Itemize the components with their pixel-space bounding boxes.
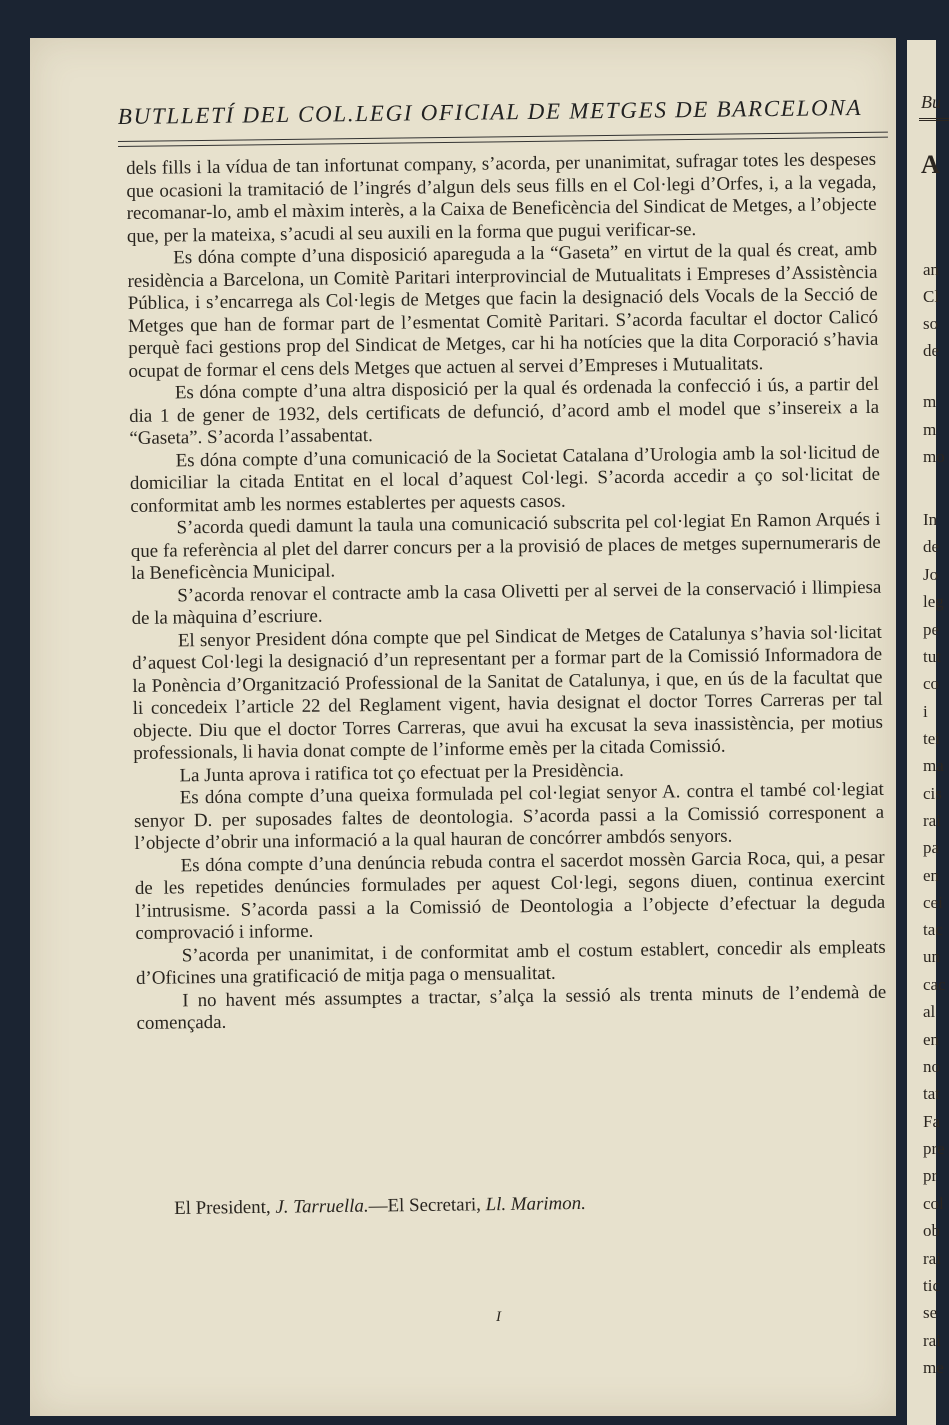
adjacent-text-fragment: en [923,1030,940,1049]
paragraph: La Junta aprova i ratifica tot ço efectuat per la Presidència. [179,759,624,786]
adjacent-header-fragment: Bu [921,92,941,112]
adjacent-text-fragment: cei [923,893,943,912]
paragraph: Es dóna compte d’una comunicació de la Societat Catalana d’Urologia amb la sol·licitud de domiciliar la citada Entitat en el local d’aquest Col·legi. S’acorda accedir a ço sol·licitat de conformitat amb les normes establertes per aquests casos. [129,441,881,517]
adjacent-text-fragment: rai [923,1249,941,1268]
paragraph: dels fills i la vídua de tan infortunat company, s’acorda, per unanimitat, sufragar totes les despeses que ocasioni la tramitació de l’ingrés d’algun dels seus fills en el Col·legi d’Orfes, i, a la vegada, recomanar-lo, amb el màxim interès, a la Caixa de Beneficència del Sindicat de Metges, a l’objecte que, per la mateixa, s’acudi al seu auxili en la forma que pugui verificar-se. [126,148,877,247]
adjacent-text-fragment: ob [923,1221,940,1240]
adjacent-text-fragment: Cl [923,287,940,306]
paragraph: S’acorda renovar el contracte amb la casa Olivetti per al servei de la conservació i llimpiesa de la màquina d’escriure. [131,576,882,629]
adjacent-text-fragment: en [923,866,940,885]
secretary-name: Ll. Marimon. [485,1192,586,1216]
page-number: I [496,1309,501,1325]
paragraph: Es dóna compte d’una altra disposició per la qual és ordenada la confecció i ús, a partir del dia 1 de gener de 1932, dels certificats de defunció, d’acord amb el model que s’insereix a la “Gaseta”. S’acorda l’assabentat. [129,373,880,449]
adjacent-text-fragment: i [923,702,928,721]
adjacent-text-fragment: cis [923,784,942,803]
paragraph: El senyor President dóna compte que pel Sindicat de Metges de Catalunya s’havia sol·licitat d’aquest Col·legi la designació d’un representant per a formar part de la Comissió Informadora de la Ponència d’Organització Professional de la Sanitat de Catalunya, i que, en ús de la facultat que li concedeix l’article 22 del Reglament vigent, havia designat el doctor Torres Carreras per tal objecte. Diu que el doctor Torres Carreras, que avui ha excusat la seva inassistència, per motius professionals, li havia donat compte de l’informe emès per la citada Comissió. [132,621,884,764]
adjacent-text-fragment: de [923,537,940,556]
adjacent-page-edge [907,40,946,1425]
adjacent-text-fragment: pe [923,620,940,639]
body-text [126,149,887,1036]
adjacent-text-fragment: cac [923,975,946,994]
adjacent-text-fragment: tei [923,729,940,748]
adjacent-text-fragment: m [923,420,937,439]
signature-line [174,1193,586,1220]
adjacent-initial: A [921,150,940,179]
journal-header-title: BUTLLETÍ DEL COL.LEGI OFICIAL DE METGES DE BARCELONA [117,94,863,130]
adjacent-text-fragment: so [923,314,939,333]
adjacent-text-fragment: col [923,1194,944,1213]
adjacent-header-rule [919,118,949,121]
president-name: J. Tarruella. [275,1195,369,1218]
secretary-label: El Secretari, [387,1194,482,1217]
adjacent-text-fragment: pa [923,838,940,857]
adjacent-text-fragment: tut [923,647,941,666]
adjacent-text-fragment: tat [923,1084,940,1103]
document-page [30,38,896,1416]
paragraph: Es dóna compte d’una denúncia rebuda contra el sacerdot mossèn Garcia Roca, qui, a pesar de les repetides denúncies formulades per aquest Col·legi, segons diuen, continua exercint l’intrusisme. S’acorda passi a la Comissió de Deontologia a l’objecte d’efectuar la deguda comprovació i informe. [134,846,886,944]
signature-dash: — [368,1195,388,1217]
adjacent-text-fragment: ma [923,756,944,775]
adjacent-text-fragment: rai [923,1331,941,1350]
adjacent-text-fragment: se [923,1303,938,1322]
adjacent-text-fragment: Fa [923,1112,940,1131]
adjacent-text-fragment: pr [923,1166,938,1185]
adjacent-text-fragment: In [923,510,938,529]
adjacent-text-fragment: de [923,341,940,360]
adjacent-text-fragment: me [923,1358,944,1377]
adjacent-text-fragment: mo [923,447,945,466]
adjacent-text-fragment: co [923,674,940,693]
paragraph: S’acorda quedi damunt la taula una comunicació subscrita pel col·legiat En Ramon Arqués i que fa referència al plet del darrer concurs per a la provisió de places de metges supernumeraris de la Beneficència Municipal. [130,508,881,584]
adjacent-text-fragment: tic [923,1276,940,1295]
adjacent-text-fragment: no [923,1057,940,1076]
adjacent-text-fragment: al [923,1002,936,1021]
header-double-rule [118,132,888,147]
adjacent-text-fragment: leg [923,592,944,611]
adjacent-text-fragment: un [923,947,940,966]
adjacent-text-fragment: pre [923,1139,945,1158]
adjacent-text-fragment: m [923,392,937,411]
paragraph: S’acorda per unanimitat, i de conformitat amb el costum establert, concedir als empleats d’Oficines una gratificació de mitja paga o mensualitat. [135,936,886,989]
adjacent-text-fragment: Jo [923,565,939,584]
adjacent-text-fragment: rai [923,811,941,830]
paragraph: Es dóna compte d’una disposició apareguda a la “Gaseta” en virtut de la qual és creat, amb residència a Barcelona, un Comitè Paritari interprovincial de Mutualitats i Empreses d’Assistència Pública, i s’encarrega als Col·legis de Metges que facin la designació dels Vocals de la Secció de Metges que han de formar part de l’esmentat Comitè Paritari. S’acorda facultar el doctor Calicó perquè faci gestions prop del Sindicat de Metges, car hi ha notícies que la dita Corporació s’havia ocupat de formar el cens dels Metges que actuen al servei d’Empreses i Mutualitats. [127,238,879,382]
adjacent-text-fragment: an [923,260,940,279]
paragraph: Es dóna compte d’una queixa formulada pel col·legiat senyor A. contra el també col·legiat senyor D. per suposades faltes de deontologia. S’acorda passi a la Comissió corresponent a l’objecte d’obrir una informació a la qual hauran de concórrer ambdós senyors. [133,778,885,854]
adjacent-text-fragment: tac [923,920,943,939]
paragraph: I no havent més assumptes a tractar, s’alça la sessió als trenta minuts de l’endemà de començada. [136,981,887,1034]
president-label: El President, [174,1196,271,1219]
